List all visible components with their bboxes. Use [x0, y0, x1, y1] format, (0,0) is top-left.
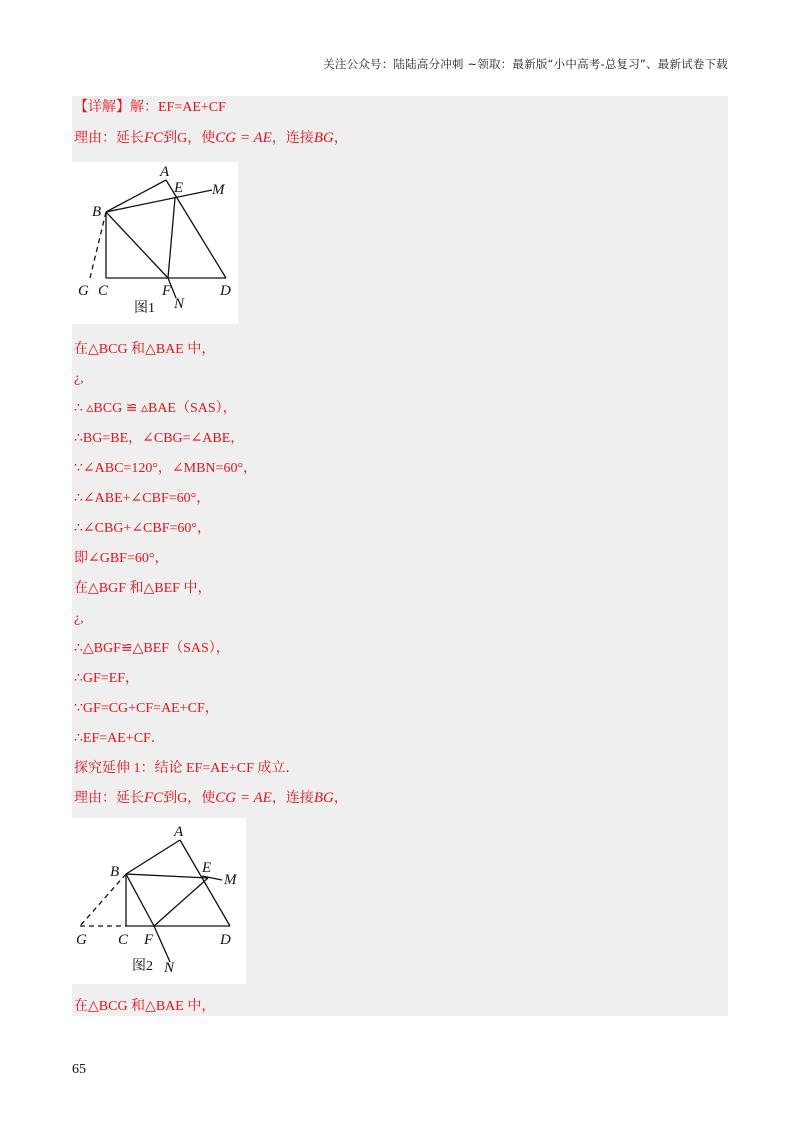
- step-line: ∴∠CBG+∠CBF=60°，: [74, 521, 212, 536]
- reason-mid: 到G，使: [163, 131, 216, 146]
- equation-cg-ae: CG = AE: [215, 790, 272, 806]
- reason-end: ，: [333, 791, 348, 806]
- label-a: A: [174, 824, 184, 840]
- reason-line-2: [74, 788, 348, 809]
- page-header: 关注公众号：陆陆高分冲刺 ~领取：最新版“小中高考-总复习”、最新试卷下载: [323, 57, 728, 71]
- reason-prefix: 理由：延长: [74, 131, 144, 146]
- step-line: ¿,: [74, 371, 84, 386]
- segment-fc: FC: [144, 130, 164, 146]
- figure-1-diagram: [72, 162, 238, 324]
- figure-2-diagram: [72, 818, 246, 984]
- label-g: G: [76, 932, 87, 948]
- step-line: ∴△BGF≌△BEF（SAS），: [74, 641, 230, 656]
- figure-2-caption: 图2: [132, 959, 153, 974]
- reason-connect: ，连接: [271, 131, 314, 146]
- step-line: 探究延伸 1：结论 EF=AE+CF 成立．: [74, 761, 300, 776]
- reason-prefix: 理由：延长: [74, 791, 144, 806]
- answer-line: [74, 98, 226, 118]
- label-b: B: [110, 864, 120, 880]
- step-line: 在△BCG 和△BAE 中，: [74, 342, 216, 357]
- label-g: G: [78, 283, 89, 299]
- step-line: 在△BCG 和△BAE 中，: [74, 999, 216, 1014]
- detail-tag: 【详解】: [74, 100, 130, 115]
- reason-connect: ，连接: [271, 791, 314, 806]
- page-number: 65: [72, 1062, 86, 1077]
- label-d: D: [220, 283, 231, 299]
- label-c: C: [118, 932, 129, 948]
- label-c: C: [98, 283, 109, 299]
- step-line: ∴EF=AE+CF．: [74, 731, 165, 746]
- label-n: N: [164, 960, 175, 976]
- answer-text: 解：EF=AE+CF: [130, 100, 226, 115]
- step-line: ∴GF=EF，: [74, 671, 140, 686]
- step-line: ∴ ▵BCG ≌ ▵BAE（SAS），: [74, 401, 237, 416]
- label-m: M: [224, 872, 237, 888]
- label-e: E: [174, 180, 184, 196]
- equation-cg-ae: CG = AE: [215, 130, 272, 146]
- step-line: 在△BGF 和△BEF 中，: [74, 581, 212, 596]
- figure-2: [72, 818, 246, 984]
- step-line: ∵GF=CG+CF=AE+CF，: [74, 701, 219, 716]
- label-b: B: [92, 204, 102, 220]
- figure-1-caption: 图1: [134, 301, 155, 316]
- segment-bg: BG: [313, 790, 334, 806]
- step-line: ∵∠ABC=120°，∠MBN=60°，: [74, 461, 258, 476]
- label-m: M: [212, 182, 225, 198]
- reason-end: ，: [333, 131, 348, 146]
- segment-bg: BG: [313, 130, 334, 146]
- reason-mid: 到G，使: [163, 791, 216, 806]
- label-f: F: [144, 932, 154, 948]
- reason-line-1: [74, 128, 348, 149]
- step-line: 即∠GBF=60°，: [74, 551, 169, 566]
- label-a: A: [160, 164, 170, 180]
- segment-fc: FC: [144, 790, 164, 806]
- label-n: N: [174, 296, 185, 312]
- label-e: E: [202, 860, 212, 876]
- figure-1: [72, 162, 238, 324]
- step-line: ¿,: [74, 611, 84, 626]
- label-f: F: [162, 283, 172, 299]
- step-line: ∴BG=BE，∠CBG=∠ABE，: [74, 431, 245, 446]
- label-d: D: [220, 932, 231, 948]
- step-line: ∴∠ABE+∠CBF=60°，: [74, 491, 211, 506]
- solution-block: [72, 96, 728, 1016]
